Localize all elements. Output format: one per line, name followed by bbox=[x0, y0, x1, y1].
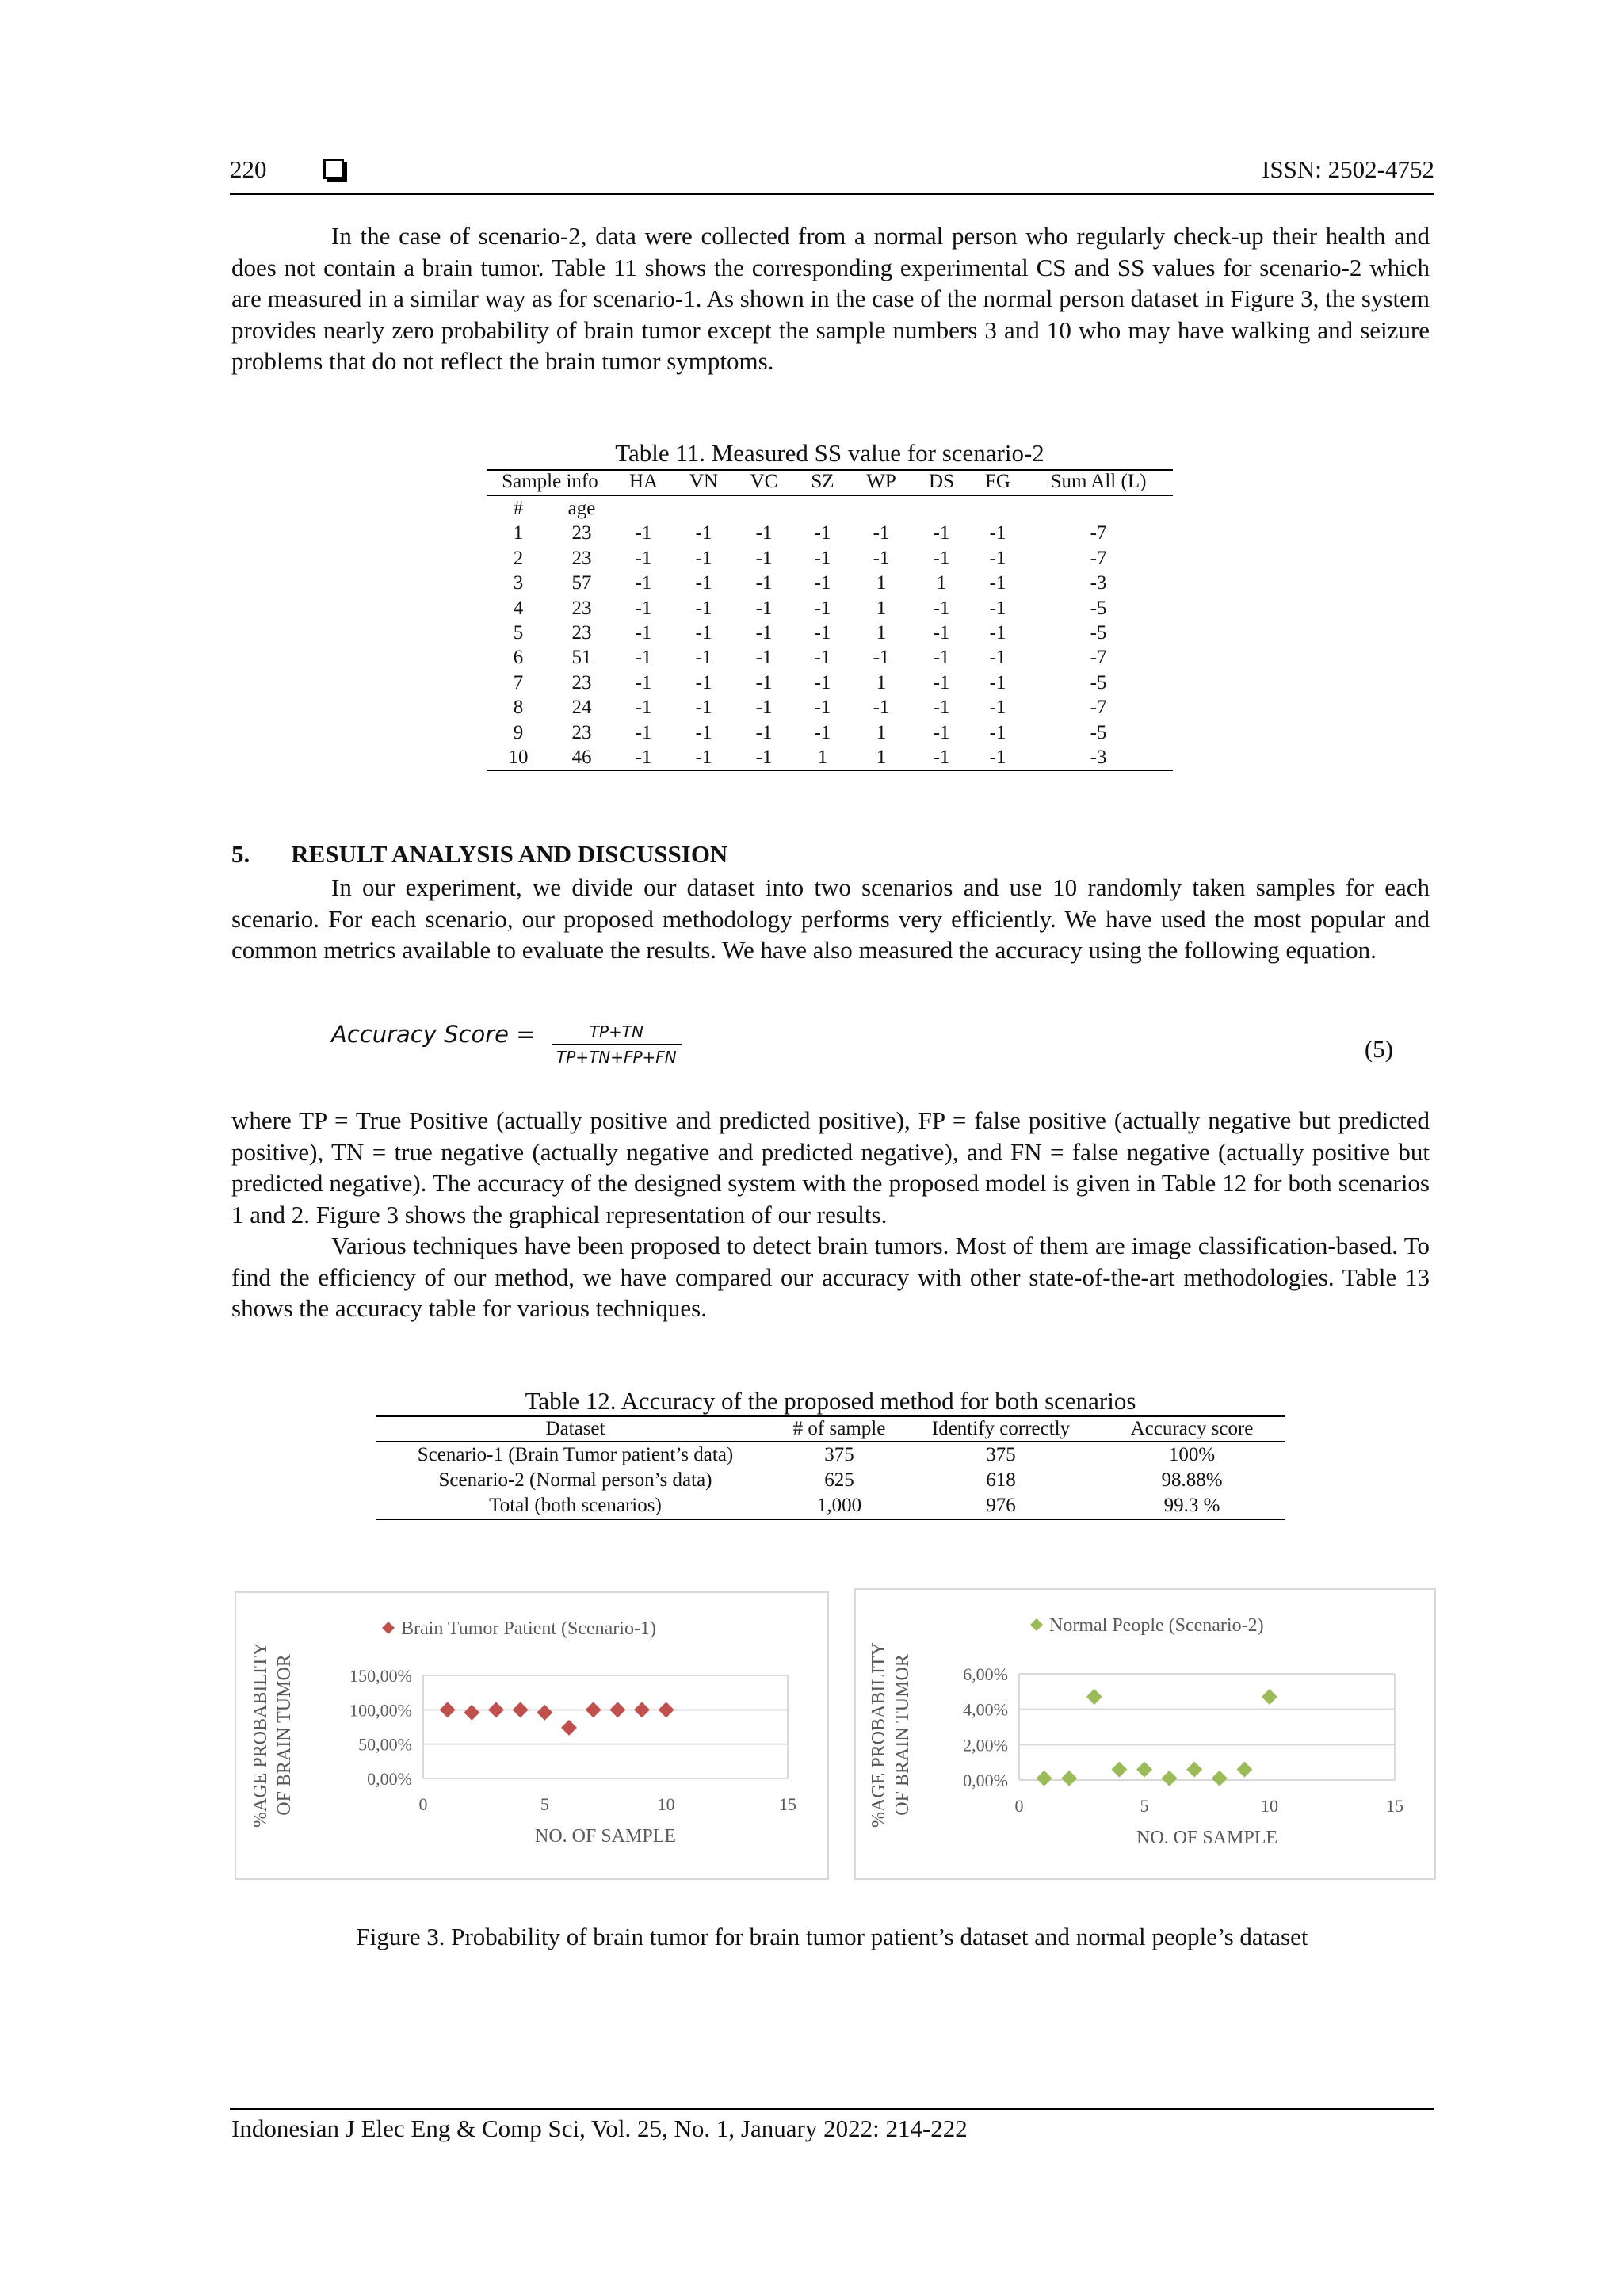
table-header: HA bbox=[613, 470, 674, 495]
x-tick-label: 10 bbox=[657, 1794, 675, 1814]
data-point bbox=[464, 1705, 479, 1721]
x-tick-label: 5 bbox=[1140, 1796, 1149, 1816]
table-cell: -1 bbox=[989, 622, 1006, 644]
table-cell: -1 bbox=[755, 697, 773, 719]
table-cell: -5 bbox=[1090, 671, 1107, 693]
table-11 bbox=[487, 469, 1173, 771]
table-cell: 23 bbox=[571, 721, 592, 743]
table-cell: 51 bbox=[571, 647, 592, 669]
table-cell: -1 bbox=[635, 721, 652, 743]
table-cell: -5 bbox=[1090, 622, 1107, 644]
table-cell: -1 bbox=[695, 572, 712, 594]
y-axis-label-line2: OF BRAIN TUMOR bbox=[274, 1654, 295, 1816]
table-cell: -1 bbox=[933, 721, 950, 743]
table-cell: 100% bbox=[1168, 1444, 1216, 1465]
table-row bbox=[487, 695, 1173, 720]
table-cell: -1 bbox=[933, 647, 950, 669]
data-point bbox=[513, 1702, 529, 1717]
x-tick-label: 15 bbox=[1386, 1796, 1403, 1816]
table-row bbox=[376, 1493, 1285, 1519]
table-cell: -1 bbox=[635, 597, 652, 619]
table-cell: -1 bbox=[695, 622, 712, 644]
table-header: DS bbox=[911, 470, 972, 495]
data-point bbox=[1162, 1771, 1178, 1786]
table-cell: -1 bbox=[755, 647, 773, 669]
table-cell: -1 bbox=[972, 745, 1024, 770]
square-bullet-icon bbox=[323, 159, 344, 179]
page-number: 220 bbox=[230, 155, 267, 183]
table-cell: 4 bbox=[513, 597, 524, 619]
table-cell: -1 bbox=[933, 522, 950, 544]
data-point bbox=[609, 1702, 625, 1717]
chart-scenario-1 bbox=[235, 1591, 829, 1880]
table11-caption: Table 11. Measured SS value for scenario-2 bbox=[615, 439, 1044, 467]
footer-rule bbox=[230, 2108, 1434, 2110]
y-tick-label: 150,00% bbox=[349, 1666, 412, 1686]
data-point bbox=[1037, 1771, 1052, 1786]
section-title: RESULT ANALYSIS AND DISCUSSION bbox=[291, 840, 728, 868]
table-cell: Total (both scenarios) bbox=[376, 1493, 775, 1519]
table-cell: -1 bbox=[635, 622, 652, 644]
table-cell: -1 bbox=[873, 647, 890, 669]
equation-number: (5) bbox=[1364, 1035, 1393, 1063]
table-row bbox=[487, 745, 1173, 770]
data-point bbox=[1136, 1762, 1152, 1778]
table-cell: -1 bbox=[933, 597, 950, 619]
y-axis-label-line2: OF BRAIN TUMOR bbox=[892, 1654, 913, 1816]
y-axis-label-line1: %AGE PROBABILITY bbox=[250, 1642, 271, 1828]
table-cell: 625 bbox=[824, 1469, 854, 1491]
table-cell: -1 bbox=[989, 522, 1006, 544]
y-tick-label: 0,00% bbox=[367, 1769, 412, 1789]
table-cell: -1 bbox=[734, 745, 794, 770]
data-point bbox=[659, 1702, 674, 1717]
header-rule bbox=[230, 193, 1434, 195]
table-cell: -1 bbox=[755, 597, 773, 619]
table-row bbox=[487, 645, 1173, 670]
table-cell: -1 bbox=[635, 671, 652, 693]
table-row bbox=[487, 571, 1173, 595]
table-cell: 375 bbox=[824, 1444, 854, 1465]
table-cell: -1 bbox=[755, 671, 773, 693]
table-cell: 3 bbox=[513, 572, 524, 594]
y-tick-label: 100,00% bbox=[349, 1700, 412, 1721]
y-tick-label: 6,00% bbox=[963, 1664, 1008, 1684]
table-header: Dataset bbox=[376, 1416, 775, 1442]
table-cell: -1 bbox=[814, 547, 831, 569]
table-cell: -1 bbox=[635, 572, 652, 594]
table-cell: -1 bbox=[695, 547, 712, 569]
table-cell: -1 bbox=[989, 597, 1006, 619]
scatter-chart-scenario-1 bbox=[236, 1593, 827, 1878]
table-cell: -1 bbox=[695, 522, 712, 544]
legend-label: Brain Tumor Patient (Scenario-1) bbox=[401, 1618, 656, 1639]
table-cell: -1 bbox=[989, 547, 1006, 569]
table-cell: 2 bbox=[513, 547, 524, 569]
data-point bbox=[537, 1705, 552, 1721]
table-cell: 23 bbox=[571, 597, 592, 619]
table-cell: 1 bbox=[876, 671, 887, 693]
y-tick-label: 50,00% bbox=[358, 1734, 412, 1755]
table-row bbox=[487, 596, 1173, 621]
table-header: Sum All (L) bbox=[1024, 470, 1173, 495]
data-point bbox=[1212, 1771, 1228, 1786]
table-cell: 618 bbox=[986, 1469, 1016, 1491]
table-row bbox=[487, 670, 1173, 695]
section-number: 5. bbox=[231, 840, 250, 868]
table-row bbox=[376, 1442, 1285, 1468]
table-cell: 1 bbox=[876, 572, 887, 594]
table-cell: -1 bbox=[989, 647, 1006, 669]
table-cell: 10 bbox=[487, 745, 550, 770]
table-header: SZ bbox=[794, 470, 851, 495]
section5-paragraph2: where TP = True Positive (actually positive and predicted positive), FP = false positive (actually negative but predicted positive), TN = true negative (actually negative and predicted negative), and FN = false negative (actually positive but predicted negative). The accuracy of the designed system with the proposed model is given in Table 12 for both scenarios 1 and 2. Figure 3 shows the graphical representation of our results. bbox=[231, 1106, 1430, 1228]
table-subheader: age bbox=[567, 498, 596, 519]
table-cell: -1 bbox=[814, 697, 831, 719]
table-cell: -1 bbox=[873, 522, 890, 544]
equation-denominator: TP+TN+FP+FN bbox=[552, 1044, 682, 1067]
y-tick-label: 4,00% bbox=[963, 1699, 1008, 1720]
table-cell: 99.3 % bbox=[1098, 1493, 1285, 1519]
equation-lhs: Accuracy Score = bbox=[331, 1021, 536, 1048]
table-header: VN bbox=[674, 470, 734, 495]
data-point bbox=[1061, 1771, 1077, 1786]
table-cell: -1 bbox=[814, 622, 831, 644]
table-cell: 375 bbox=[986, 1444, 1016, 1465]
table-cell: -1 bbox=[814, 522, 831, 544]
table-cell: -7 bbox=[1090, 647, 1107, 669]
table-cell: 23 bbox=[571, 671, 592, 693]
section5-paragraph3: Various techniques have been proposed to detect brain tumors. Most of them are image classification-based. To find the efficiency of our method, we have compared our accuracy with other state-of-the-art methodologies. Table 13 shows the accuracy table for various techniques. bbox=[231, 1232, 1430, 1322]
table-cell: -1 bbox=[635, 522, 652, 544]
table-subheader: # bbox=[513, 498, 524, 519]
table-cell: 57 bbox=[571, 572, 592, 594]
table-cell: 1 bbox=[876, 622, 887, 644]
x-tick-label: 5 bbox=[540, 1794, 549, 1814]
data-point bbox=[1186, 1762, 1202, 1778]
table-cell: -1 bbox=[755, 547, 773, 569]
table-row bbox=[487, 521, 1173, 545]
table-header: # of sample bbox=[775, 1416, 903, 1442]
y-tick-label: 2,00% bbox=[963, 1735, 1008, 1755]
table-cell: 24 bbox=[571, 697, 592, 719]
table-cell: -1 bbox=[814, 647, 831, 669]
table12-caption: Table 12. Accuracy of the proposed method for both scenarios bbox=[525, 1387, 1136, 1415]
table-cell: 1 bbox=[851, 745, 911, 770]
data-point bbox=[586, 1702, 601, 1717]
table-header: WP bbox=[851, 470, 911, 495]
table-cell: -1 bbox=[933, 671, 950, 693]
table-cell: -1 bbox=[989, 721, 1006, 743]
table-cell: -1 bbox=[814, 597, 831, 619]
data-point bbox=[1086, 1689, 1102, 1705]
footer-citation: Indonesian J Elec Eng & Comp Sci, Vol. 25, No. 1, January 2022: 214-222 bbox=[231, 2115, 968, 2142]
table-cell: 23 bbox=[571, 547, 592, 569]
issn: ISSN: 2502-4752 bbox=[1262, 155, 1434, 183]
table-cell: -1 bbox=[635, 697, 652, 719]
table-cell: -3 bbox=[1090, 572, 1107, 594]
table-header: FG bbox=[972, 470, 1024, 495]
section-heading bbox=[231, 840, 727, 869]
equation-fraction bbox=[552, 1022, 682, 1067]
table-cell: -1 bbox=[873, 697, 890, 719]
intro-paragraph: In the case of scenario-2, data were collected from a normal person who regularly check-up their health and does not contain a brain tumor. Table 11 shows the corresponding experimental CS and SS values for scenario-2 which are measured in a similar way as for scenario-1. As shown in the case of the normal person dataset in Figure 3, the system provides nearly zero probability of brain tumor except the sample numbers 3 and 10 who may have walking and seizure problems that do not reflect the brain tumor symptoms. bbox=[231, 222, 1430, 375]
table-cell: -1 bbox=[755, 572, 773, 594]
table-cell: -7 bbox=[1090, 522, 1107, 544]
table-cell: 1 bbox=[876, 721, 887, 743]
legend-marker bbox=[382, 1622, 395, 1634]
table-cell: 98.88% bbox=[1161, 1469, 1223, 1491]
data-point bbox=[634, 1702, 650, 1717]
table-cell: -1 bbox=[695, 721, 712, 743]
table-cell: 1 bbox=[876, 597, 887, 619]
table-cell: 1 bbox=[513, 522, 524, 544]
table-cell: -1 bbox=[755, 522, 773, 544]
table-cell: -1 bbox=[933, 697, 950, 719]
scatter-chart-scenario-2 bbox=[856, 1590, 1434, 1878]
table-cell: 5 bbox=[513, 622, 524, 644]
table-cell: 1 bbox=[936, 572, 947, 594]
table-cell: -1 bbox=[635, 547, 652, 569]
table-cell: 23 bbox=[571, 622, 592, 644]
table-12 bbox=[376, 1415, 1285, 1520]
legend-marker bbox=[1030, 1618, 1043, 1631]
table-cell: -1 bbox=[814, 572, 831, 594]
table-cell: 6 bbox=[513, 647, 524, 669]
table-cell: -7 bbox=[1090, 697, 1107, 719]
table-cell: 976 bbox=[903, 1493, 1098, 1519]
chart-scenario-2 bbox=[854, 1588, 1436, 1880]
table-row bbox=[376, 1468, 1285, 1493]
y-tick-label: 0,00% bbox=[963, 1771, 1008, 1790]
table-cell: 23 bbox=[571, 522, 592, 544]
section5-paragraph1: In our experiment, we divide our dataset into two scenarios and use 10 randomly taken samples for each scenario. For each scenario, our proposed methodology performs very efficiently. We have used the most popular and common metrics available to evaluate the results. We have also measured the accuracy using the following equation. bbox=[231, 873, 1430, 964]
table-cell: -5 bbox=[1090, 721, 1107, 743]
x-tick-label: 10 bbox=[1261, 1796, 1278, 1816]
table-cell: -1 bbox=[933, 547, 950, 569]
table-cell: -1 bbox=[873, 547, 890, 569]
table-cell: -1 bbox=[755, 622, 773, 644]
table-cell: -1 bbox=[635, 647, 652, 669]
table-cell: -1 bbox=[814, 721, 831, 743]
x-tick-label: 15 bbox=[779, 1794, 796, 1814]
table-cell: -1 bbox=[613, 745, 674, 770]
table-cell: 7 bbox=[513, 671, 524, 693]
table-cell: Scenario-1 (Brain Tumor patient’s data) bbox=[417, 1444, 734, 1465]
table-row bbox=[487, 546, 1173, 571]
table-cell: -1 bbox=[755, 721, 773, 743]
table-row bbox=[487, 621, 1173, 645]
table-cell: 46 bbox=[550, 745, 613, 770]
equation-numerator: TP+TN bbox=[589, 1022, 643, 1041]
table-header: Sample info bbox=[487, 470, 613, 495]
table-cell: -1 bbox=[911, 745, 972, 770]
table-cell: -1 bbox=[674, 745, 734, 770]
table-header: VC bbox=[734, 470, 794, 495]
x-axis-label: NO. OF SAMPLE bbox=[534, 1826, 677, 1847]
table-cell: -1 bbox=[814, 671, 831, 693]
table-cell: -3 bbox=[1024, 745, 1173, 770]
table-cell: -1 bbox=[695, 671, 712, 693]
table-cell: 9 bbox=[513, 721, 524, 743]
table-cell: -1 bbox=[695, 697, 712, 719]
table-header: Accuracy score bbox=[1098, 1416, 1285, 1442]
data-point bbox=[1111, 1762, 1127, 1778]
table-cell: Scenario-2 (Normal person’s data) bbox=[438, 1469, 712, 1491]
data-point bbox=[561, 1720, 577, 1736]
data-point bbox=[488, 1702, 504, 1717]
table-cell: 8 bbox=[513, 697, 524, 719]
x-tick-label: 0 bbox=[418, 1794, 428, 1814]
table-cell: -1 bbox=[989, 671, 1006, 693]
table-cell: -1 bbox=[695, 647, 712, 669]
table-cell: -7 bbox=[1090, 547, 1107, 569]
data-point bbox=[1262, 1689, 1277, 1705]
table-cell: 1,000 bbox=[775, 1493, 903, 1519]
y-axis-label-line1: %AGE PROBABILITY bbox=[869, 1642, 889, 1828]
table-cell: -1 bbox=[989, 697, 1006, 719]
table-cell: 1 bbox=[794, 745, 851, 770]
x-axis-label: NO. OF SAMPLE bbox=[1136, 1828, 1278, 1848]
table-row bbox=[487, 720, 1173, 745]
x-tick-label: 0 bbox=[1014, 1796, 1024, 1816]
figure3-caption: Figure 3. Probability of brain tumor for brain tumor patient’s dataset and normal people’s dataset bbox=[356, 1923, 1308, 1950]
table-cell: -1 bbox=[933, 622, 950, 644]
data-point bbox=[1236, 1762, 1252, 1778]
data-point bbox=[440, 1702, 456, 1717]
table-cell: -1 bbox=[695, 597, 712, 619]
table-header: Identify correctly bbox=[903, 1416, 1098, 1442]
table-cell: -5 bbox=[1090, 597, 1107, 619]
legend-label: Normal People (Scenario-2) bbox=[1049, 1615, 1264, 1636]
table-cell: -1 bbox=[989, 572, 1006, 594]
